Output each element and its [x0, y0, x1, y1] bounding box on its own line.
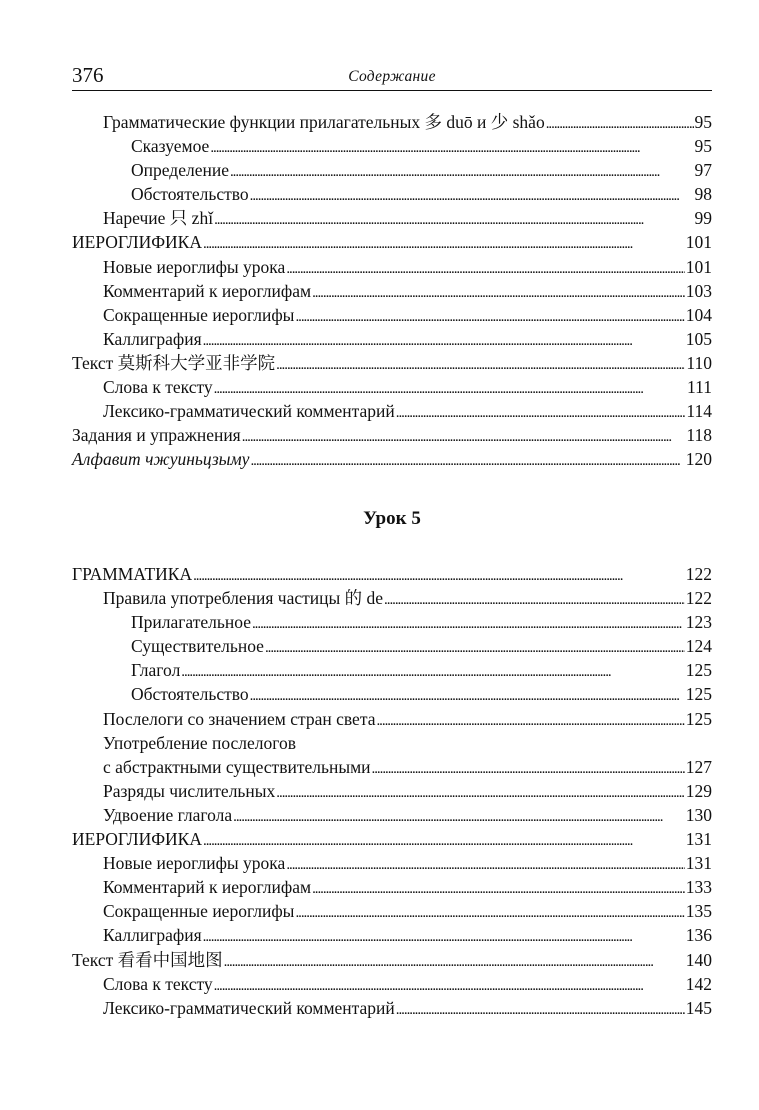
- toc-entry-title: Правила употребления частицы 的 de: [103, 588, 384, 609]
- toc-entry-title: Обстоятельство: [131, 184, 249, 205]
- toc-entry-continuation: Употребление послелогов: [103, 732, 297, 753]
- toc-entry-title: ИЕРОГЛИФИКА: [72, 232, 202, 253]
- toc-entry[interactable]: [72, 255, 712, 279]
- dot-leader: [230, 158, 694, 184]
- dot-leader: [214, 375, 686, 401]
- toc-entry-page: 114: [686, 401, 712, 422]
- toc-entry-page: 122: [685, 564, 712, 584]
- toc-entry-page: 131: [685, 853, 712, 874]
- toc-entry-title: Слова к тексту: [103, 973, 213, 994]
- dot-leader: [203, 230, 685, 256]
- toc-entry-page: 120: [685, 449, 712, 470]
- toc-entry-page: 125: [685, 708, 712, 729]
- toc-entry-page: 133: [685, 877, 712, 898]
- dot-leader: [312, 279, 685, 305]
- toc-entry-page: 105: [685, 328, 712, 349]
- toc-entry-page: 142: [685, 973, 712, 994]
- dot-leader: [181, 658, 684, 684]
- dot-leader: [250, 447, 684, 473]
- dot-leader: [252, 610, 685, 636]
- toc-entry-page: 98: [694, 184, 712, 205]
- toc-entry[interactable]: [72, 303, 712, 327]
- toc-entry[interactable]: [72, 658, 712, 682]
- dot-leader: [286, 255, 684, 281]
- dot-leader: [295, 303, 684, 329]
- dot-leader: [396, 399, 686, 425]
- toc-entry[interactable]: [72, 375, 712, 399]
- toc-entry[interactable]: [72, 707, 712, 731]
- toc-entry-title: Лексико-грамматический комментарий: [103, 401, 395, 422]
- toc-entry-page: 123: [685, 612, 712, 633]
- toc-entry-title: Новые иероглифы урока: [103, 256, 286, 277]
- toc-entry-page: 101: [685, 256, 712, 277]
- toc-entry[interactable]: [72, 206, 712, 230]
- toc-entry[interactable]: [72, 562, 712, 586]
- toc-entry[interactable]: [72, 279, 712, 303]
- toc-entry[interactable]: [72, 423, 712, 447]
- toc-entry[interactable]: [72, 182, 712, 206]
- toc-entry[interactable]: [72, 447, 712, 471]
- toc-entry-page: 140: [685, 949, 712, 970]
- dot-leader: [250, 682, 685, 708]
- toc-entry-page: 136: [685, 925, 712, 946]
- toc-entry-title: Сокращенные иероглифы: [103, 304, 295, 325]
- toc-entry-title: с абстрактными существительными: [103, 756, 371, 777]
- toc-entry[interactable]: [72, 923, 712, 947]
- toc-entry-page: 145: [685, 997, 712, 1018]
- toc-entry[interactable]: [72, 803, 712, 827]
- toc-entry-page: 131: [685, 829, 712, 850]
- lesson-heading: Урок 5: [363, 508, 421, 529]
- dot-leader: [203, 827, 685, 853]
- toc-entry-page: 95: [694, 112, 712, 132]
- toc-entry-page: 103: [685, 280, 712, 301]
- dot-leader: [276, 779, 684, 805]
- toc-entry-title: Послелоги со значением стран света: [103, 708, 376, 729]
- toc-section-lesson-4: [72, 110, 712, 471]
- dot-leader: [214, 206, 693, 232]
- dot-leader: [210, 134, 693, 160]
- toc-entry-page: 95: [694, 136, 712, 157]
- toc-entry-title: Каллиграфия: [103, 328, 202, 349]
- toc-entry-page: 97: [694, 160, 712, 181]
- dot-leader: [250, 182, 694, 208]
- toc-entry-title: Грамматические функции прилагательных 多 duō и 少 shǎo: [103, 112, 545, 132]
- dot-leader: [233, 803, 685, 829]
- toc-entry-title: ИЕРОГЛИФИКА: [72, 829, 202, 850]
- toc-entry-title: Текст 莫斯科大学亚非学院: [72, 352, 276, 373]
- toc-entry[interactable]: [72, 682, 712, 706]
- toc-entry[interactable]: [72, 972, 712, 996]
- dot-leader: [376, 707, 684, 733]
- page-number: 376: [72, 63, 104, 87]
- toc-entry-title: Обстоятельство: [131, 684, 249, 705]
- toc-entry[interactable]: [72, 327, 712, 351]
- toc-entry[interactable]: [72, 351, 712, 375]
- toc-entry-page: 101: [685, 232, 712, 253]
- toc-entry-title: Существительное: [131, 636, 264, 657]
- toc-entry[interactable]: [72, 779, 712, 803]
- toc-entry-page: 130: [685, 804, 712, 825]
- toc-entry-page: 135: [685, 901, 712, 922]
- toc-entry[interactable]: [72, 134, 712, 158]
- toc-entry-title: Определение: [131, 160, 229, 181]
- toc-entry-page: 124: [685, 636, 712, 657]
- toc-entry-page: 127: [685, 756, 712, 777]
- toc-entry[interactable]: [72, 948, 712, 972]
- toc-entry[interactable]: [72, 610, 712, 634]
- toc-entry-page: 129: [685, 780, 712, 801]
- dot-leader: [396, 996, 685, 1022]
- toc-entry[interactable]: [72, 875, 712, 899]
- running-title: Содержание: [348, 68, 436, 85]
- toc-entry-title: Лексико-грамматический комментарий: [103, 997, 395, 1018]
- toc-entry-title: Прилагательное: [131, 612, 251, 633]
- toc-entry-title: Разряды числительных: [103, 780, 276, 801]
- toc-entry-page: 110: [686, 352, 712, 373]
- toc-entry[interactable]: [72, 851, 712, 875]
- toc-entry[interactable]: [72, 634, 712, 658]
- toc-entry[interactable]: [72, 996, 712, 1020]
- toc-entry[interactable]: [72, 755, 712, 779]
- dot-leader: [286, 851, 684, 877]
- dot-leader: [193, 562, 685, 588]
- toc-entry-page: 125: [685, 684, 712, 705]
- dot-leader: [372, 755, 685, 781]
- dot-leader: [295, 899, 684, 925]
- toc-entry-title: Сказуемое: [131, 136, 210, 157]
- toc-entry-page: 118: [686, 425, 712, 446]
- toc-entry-title: Текст 看看中国地图: [72, 949, 223, 970]
- dot-leader: [546, 110, 694, 136]
- dot-leader: [224, 948, 685, 974]
- toc-entry-page: 104: [685, 304, 712, 325]
- toc-entry[interactable]: [72, 158, 712, 182]
- dot-leader: [312, 875, 685, 901]
- dot-leader: [214, 972, 685, 998]
- toc-entry-page: 99: [694, 208, 712, 229]
- toc-entry[interactable]: [72, 110, 712, 134]
- dot-leader: [276, 351, 685, 377]
- toc-entry-title: Комментарий к иероглифам: [103, 877, 312, 898]
- toc-entry-title: Комментарий к иероглифам: [103, 280, 312, 301]
- toc-entry-title: Наречие 只 zhǐ: [103, 208, 214, 229]
- toc-entry-page: 125: [685, 660, 712, 681]
- dot-leader: [384, 586, 685, 612]
- toc-entry-title: Каллиграфия: [103, 925, 202, 946]
- toc-entry[interactable]: [72, 399, 712, 423]
- toc-entry-title: Слова к тексту: [103, 377, 213, 398]
- toc-entry[interactable]: [72, 586, 712, 610]
- toc-entry-title: Новые иероглифы урока: [103, 853, 286, 874]
- toc-entry-title: Задания и упражнения: [72, 425, 241, 446]
- toc-entry-title: Сокращенные иероглифы: [103, 901, 295, 922]
- toc-entry-title: Глагол: [131, 660, 181, 681]
- toc-entry[interactable]: [72, 827, 712, 851]
- dot-leader: [242, 423, 686, 449]
- toc-section-lesson-5: [72, 562, 712, 1020]
- toc-entry-title: ГРАММАТИКА: [72, 564, 193, 584]
- page-header: [72, 62, 712, 91]
- toc-entry-title: Удвоение глагола: [103, 804, 233, 825]
- toc-entry[interactable]: [72, 899, 712, 923]
- dot-leader: [203, 327, 685, 353]
- dot-leader: [265, 634, 685, 660]
- toc-entry[interactable]: [72, 230, 712, 254]
- toc-entry-title: Алфавит чжуиньцзыму: [72, 449, 250, 470]
- toc-entry-page: 122: [685, 588, 712, 609]
- dot-leader: [203, 923, 685, 949]
- toc-entry-page: 111: [687, 377, 712, 398]
